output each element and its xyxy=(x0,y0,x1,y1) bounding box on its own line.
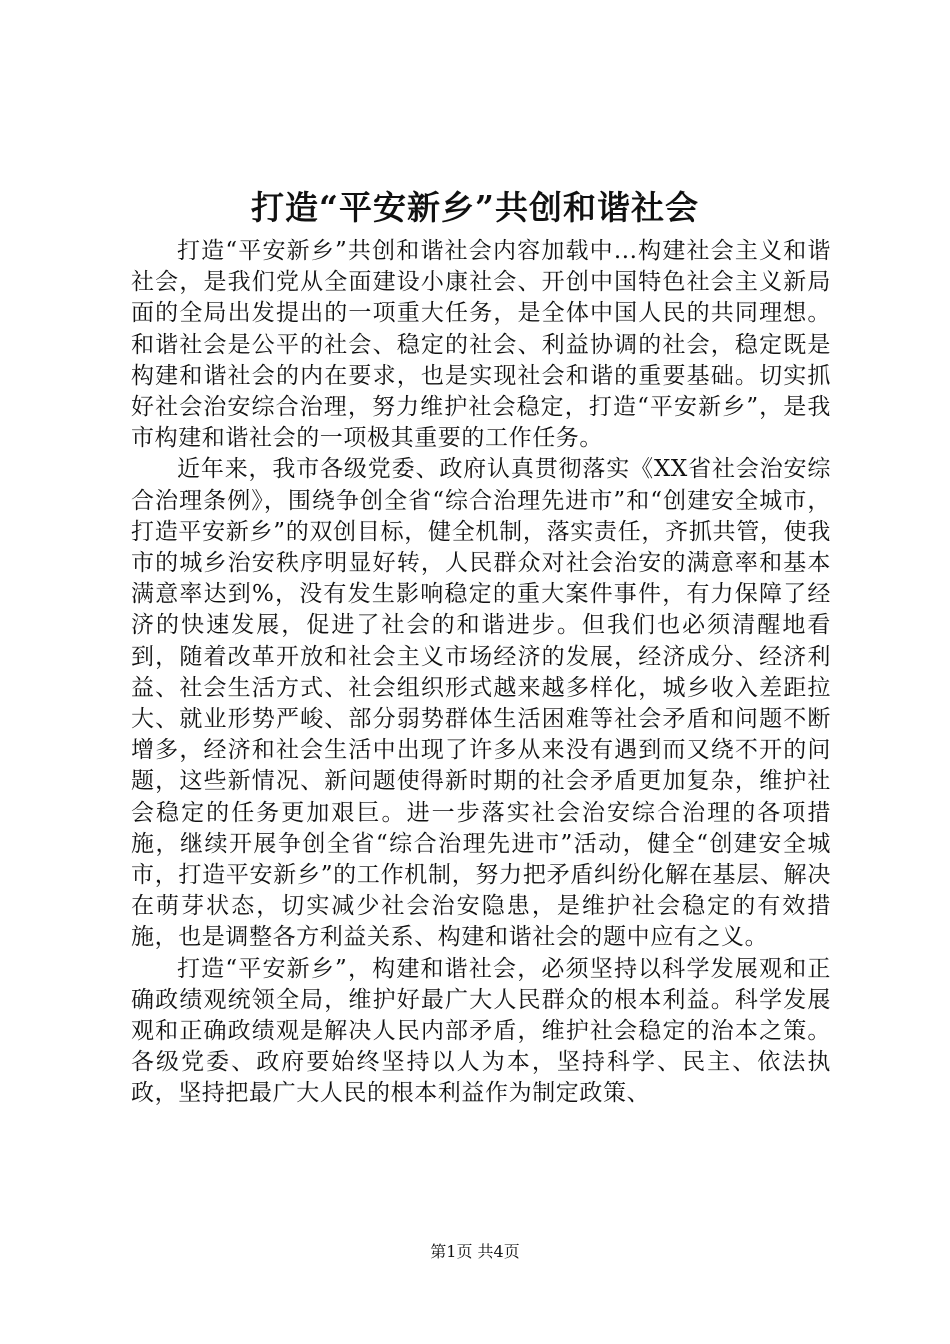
document-body xyxy=(131,236,831,1110)
paragraph-1: 打造“平安新乡”共创和谐社会内容加载中...构建社会主义和谐社会，是我们党从全面建设小康社会、开创中国特色社会主义新局面的全局出发提出的一项重大任务，是全体中国人民的共同理想。和谐社会是公平的社会、稳定的社会、利益协调的社会，稳定既是构建和谐社会的内在要求，也是实现社会和谐的重要基础。切实抓好社会治安综合治理，努力维护社会稳定，打造“平安新乡”，是我市构建和谐社会的一项极其重要的工作任务。 xyxy=(131,238,831,452)
page-number-footer: 第1页 共4页 xyxy=(430,1242,520,1261)
paragraph-2: 近年来，我市各级党委、政府认真贯彻落实《XX省社会治安综合治理条例》，围绕争创全省“综合治理先进市”和“创建安全城市，打造平安新乡”的双创目标，健全机制，落实责任，齐抓共管，使我市的城乡治安秩序明显好转，人民群众对社会治安的满意率和基本满意率达到%，没有发生影响稳定的重大案件事件，有力保障了经济的快速发展，促进了社会的和谐进步。但我们也必须清醒地看到，随着改革开放和社会主义市场经济的发展，经济成分、经济利益、社会生活方式、社会组织形式越来越多样化，城乡收入差距拉大、就业形势严峻、部分弱势群体生活困难等社会矛盾和问题不断增多，经济和社会生活中出现了许多从来没有遇到而又绕不开的问题，这些新情况、新问题使得新时期的社会矛盾更加复杂，维护社会稳定的任务更加艰巨。进一步落实社会治安综合治理的各项措施，继续开展争创全省“综合治理先进市”活动，健全“创建安全城市，打造平安新乡”的工作机制，努力把矛盾纠纷化解在基层、解决在萌芽状态，切实减少社会治安隐患，是维护社会稳定的有效措施，也是调整各方利益关系、构建和谐社会的题中应有之义。 xyxy=(131,456,831,951)
document-title: 打造“平安新乡”共创和谐社会 xyxy=(251,188,699,227)
paragraph-3: 打造“平安新乡”，构建和谐社会，必须坚持以科学发展观和正确政绩观统领全局，维护好最广大人民群众的根本利益。科学发展观和正确政绩观是解决人民内部矛盾，维护社会稳定的治本之策。各级党委、政府要始终坚持以人为本，坚持科学、民主、依法执政，坚持把最广大人民的根本利益作为制定政策、 xyxy=(131,955,831,1107)
